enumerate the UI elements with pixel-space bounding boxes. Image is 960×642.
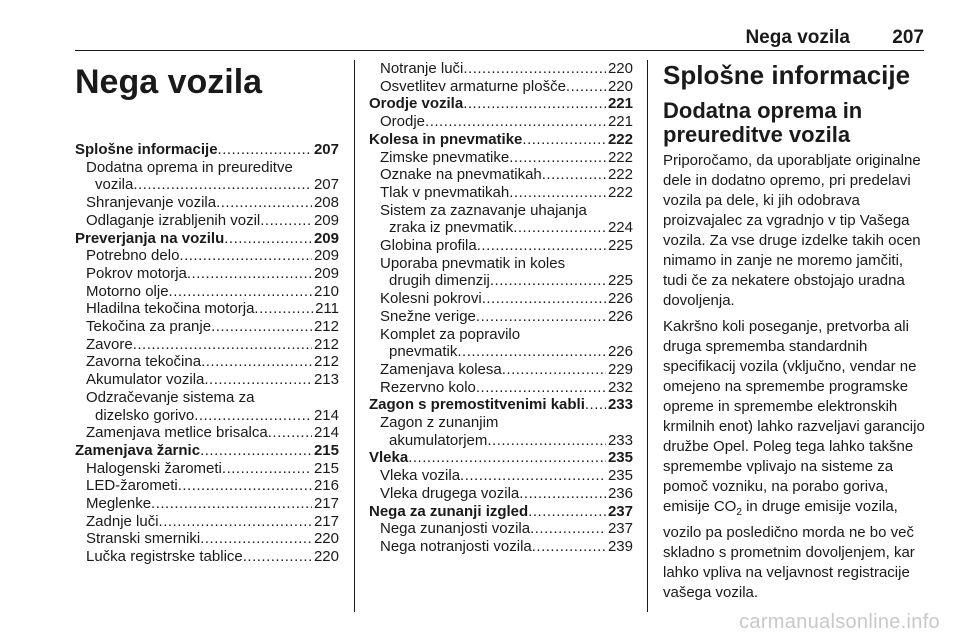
toc-page-number: 215 [313,459,339,477]
toc-entry-link[interactable] [369,219,633,237]
toc-entry-line[interactable]: Uporaba pnevmatik in koles [380,254,566,272]
toc-entry-text: Globina profila [380,237,477,255]
toc-entry-link[interactable] [75,318,339,336]
toc-entry-text: Vleka drugega vozila [380,484,520,502]
toc-entry-text: Orodje [380,113,426,131]
toc-entry-text: Tlak v pnevmatikah [380,183,510,201]
page-number: 207 [892,27,924,48]
toc-entry-text: Lučka registrske tablice [86,548,243,566]
toc-page-number: 208 [313,194,339,212]
toc-entry-text: Vleka vozila [380,467,461,485]
toc-page-number: 221 [607,113,633,131]
toc-entry-link[interactable] [369,60,633,78]
toc-leader-dots [243,548,312,566]
toc-entry-text: Nega zunanjosti vozila [380,520,531,538]
toc-leader-dots [218,141,312,159]
watermark: carmanualsonline.info [739,611,940,633]
toc-leader-dots [254,300,313,318]
toc-entry-text: Snežne verige [380,307,476,325]
toc-page-number: 232 [607,378,633,396]
toc-entry-link[interactable] [75,194,339,212]
toc-page-number: 212 [313,318,339,336]
toc-leader-dots [200,530,312,548]
toc-page-number: 225 [607,272,633,290]
toc-leader-dots [476,379,606,397]
toc-entry-text: Zamenjava metlice brisalca [86,424,268,442]
toc-chapter-link[interactable] [75,230,339,248]
toc-page-number: 225 [607,237,633,255]
running-title: Nega vozila [745,27,850,48]
toc-page-number: 213 [313,371,339,389]
toc-entry-link[interactable] [369,467,633,485]
toc-entry-link[interactable] [75,212,339,230]
column-divider [647,60,648,612]
toc-leader-dots [566,78,606,96]
content-column [663,60,925,609]
toc-entry-text: Nega notranjosti vozila [380,537,532,555]
toc-leader-dots [201,353,312,371]
toc-entry-text: Hladilna tekočina motorja [86,300,255,318]
toc-page-number: 212 [313,353,339,371]
toc-page-number: 220 [607,60,633,77]
toc-entry-line[interactable]: Odzračevanje sistema za [86,388,255,406]
toc-leader-dots [200,442,312,460]
toc-leader-dots [585,396,606,414]
toc-list-1 [75,141,339,566]
toc-entry-text: Shranjevanje vozila [86,194,217,212]
toc-leader-dots [528,503,606,521]
toc-leader-dots [463,60,606,78]
toc-entry-link[interactable] [369,379,633,397]
toc-entry-text: Oznake na pnevmatikah [380,166,542,184]
subsection-title: Dodatna oprema in preureditve vozila [663,98,863,147]
toc-page-number: 207 [313,141,339,158]
toc-leader-dots [542,166,606,184]
toc-page-number: 239 [607,537,633,555]
toc-entry-text: Zamenjava kolesa [380,360,502,378]
toc-entry-link[interactable] [369,485,633,503]
toc-entry-link[interactable] [369,432,633,450]
toc-page-number: 220 [313,548,339,566]
toc-leader-dots [133,176,312,194]
toc-leader-dots [502,361,606,379]
toc-page-number: 229 [607,360,633,378]
toc-page-number: 215 [313,441,339,459]
toc-page-number: 209 [313,247,339,265]
toc-leader-dots [169,283,312,301]
toc-entry-text: Notranje luči [380,60,464,77]
toc-leader-dots [179,247,312,265]
toc-entry-link[interactable] [369,290,633,308]
toc-page-number: 233 [607,396,633,414]
toc-entry-text: Motorno olje [86,282,169,300]
toc-entry-text: drugih dimenzij [389,272,490,290]
toc-page-number: 209 [313,211,339,229]
chapter-title: Nega vozila [75,63,263,101]
column-divider [354,60,355,612]
toc-page-number: 226 [607,307,633,325]
toc-entry-text: pnevmatik [389,343,458,361]
toc-page-number: 210 [313,282,339,300]
toc-entry-link[interactable] [75,477,339,495]
toc-leader-dots [477,237,606,255]
toc-leader-dots [425,113,606,131]
toc-leader-dots [224,230,312,248]
toc-entry-text: Preverjanja na vozilu [75,229,225,247]
toc-entry-link[interactable] [75,336,339,354]
toc-page-number: 226 [607,290,633,308]
toc-page-number: 237 [607,520,633,538]
toc-entry-text: Odlaganje izrabljenih vozil [86,211,261,229]
toc-entry-text: Zavorna tekočina [86,353,202,371]
toc-leader-dots [530,520,606,538]
toc-entry-link[interactable] [369,149,633,167]
toc-page-number: 222 [607,183,633,201]
toc-entry-link[interactable] [75,495,339,513]
toc-leader-dots [222,460,312,478]
toc-entry-text: Zavore [86,335,133,353]
toc-entry-link[interactable] [75,513,339,531]
toc-chapter-link[interactable] [369,449,633,467]
toc-entry-text: Rezervno kolo [380,378,476,396]
toc-leader-dots [460,467,606,485]
toc-entry-link[interactable] [75,460,339,478]
toc-leader-dots [133,336,312,354]
toc-entry-link[interactable] [369,184,633,202]
toc-entry-link[interactable] [369,166,633,184]
toc-page-number: 217 [313,495,339,513]
toc-entry-link[interactable] [369,538,633,556]
paragraph-2 [663,317,925,603]
co2-subscript: 2 [736,507,742,518]
toc-page-number: 214 [313,406,339,424]
toc-leader-dots [194,407,312,425]
toc-entry-link[interactable] [369,237,633,255]
toc-leader-dots [476,308,606,326]
toc-column-1 [75,60,339,566]
toc-entry-text: Nega za zunanji izgled [369,502,529,520]
toc-page-number: 220 [607,77,633,95]
toc-entry-text: Zamenjava žarnic [75,441,201,459]
toc-leader-dots [463,95,606,113]
toc-leader-dots [509,184,606,202]
toc-entry-link[interactable] [75,300,339,318]
toc-entry-link[interactable] [75,424,339,442]
toc-entry-link[interactable] [75,548,339,566]
toc-page-number: 226 [607,343,633,361]
toc-entry-text: Meglenke [86,495,152,513]
toc-entry-link[interactable] [369,272,633,290]
toc-leader-dots [204,371,312,389]
toc-leader-dots [457,343,606,361]
toc-leader-dots [509,149,606,167]
toc-entry-text: Stranski smerniki [86,530,201,548]
toc-entry-text: Vleka [369,449,409,467]
toc-entry-link[interactable] [369,78,633,96]
toc-page-number: 224 [607,219,633,237]
toc-page-number: 220 [313,530,339,548]
toc-page-number: 235 [607,467,633,485]
toc-leader-dots [487,432,606,450]
toc-page-number: 211 [315,300,339,318]
toc-chapter-link[interactable] [369,396,633,414]
toc-chapter-link[interactable] [369,131,633,149]
toc-leader-dots [482,290,606,308]
toc-entry-link[interactable] [369,361,633,379]
section-title: Splošne informacije [663,60,911,90]
toc-entry-line[interactable]: Dodatna oprema in preureditve [86,158,293,176]
toc-page-number: 209 [313,264,339,282]
toc-entry-link[interactable] [75,176,339,194]
toc-entry-text: LED-žarometi [86,477,178,495]
toc-entry-link[interactable] [369,113,633,131]
toc-leader-dots [151,495,312,513]
toc-entry-text: Zadnje luči [86,512,159,530]
toc-page-number: 212 [313,335,339,353]
toc-entry-link[interactable] [75,265,339,283]
toc-entry-link[interactable] [75,530,339,548]
toc-leader-dots [490,272,606,290]
toc-entry-line[interactable]: Zagon z zunanjim [380,414,499,432]
toc-entry-text: vozila [95,176,134,194]
toc-entry-line[interactable]: Komplet za popravilo [380,325,521,343]
toc-page-number: 222 [607,166,633,184]
toc-entry-link[interactable] [369,308,633,326]
toc-leader-dots [522,131,606,149]
paragraph-2-text-cont: in druge emisije vozila, vozilo pa posledično morda ne bo več skladno s prometnim dovoljenjem, kar lahko vpliva na veljavnost registracije vašega vozila. [663,498,915,601]
toc-chapter-link[interactable] [75,442,339,460]
toc-chapter-link[interactable] [369,503,633,521]
toc-entry-text: akumulatorjem [389,431,488,449]
toc-entry-text: Orodje vozila [369,95,464,113]
toc-leader-dots [519,485,606,503]
toc-page-number: 217 [313,512,339,530]
toc-entry-link[interactable] [75,283,339,301]
toc-leader-dots [178,477,312,495]
toc-entry-text: Potrebno delo [86,247,180,265]
toc-leader-dots [513,219,606,237]
toc-page-number: 236 [607,484,633,502]
toc-chapter-link[interactable] [369,95,633,113]
toc-chapter-link[interactable] [75,141,339,159]
toc-leader-dots [268,424,312,442]
toc-entry-text: Zagon s premostitvenimi kabli [369,396,585,414]
toc-entry-link[interactable] [369,343,633,361]
toc-entry-text: Splošne informacije [75,141,218,158]
toc-list-2 [369,60,633,556]
toc-page-number: 216 [313,477,339,495]
toc-entry-line[interactable]: Sistem za zaznavanje uhajanja [380,201,587,219]
toc-entry-link[interactable] [369,520,633,538]
toc-page-number: 209 [313,229,339,247]
toc-entry-text: Halogenski žarometi [86,459,222,477]
toc-entry-link[interactable] [75,247,339,265]
toc-entry-text: Akumulator vozila [86,371,205,389]
toc-page-number: 235 [607,449,633,467]
toc-page-number: 237 [607,502,633,520]
toc-entry-text: Tekočina za pranje [86,318,212,336]
toc-leader-dots [532,538,606,556]
header-rule [75,50,924,51]
toc-entry-link[interactable] [75,371,339,389]
toc-entry-text: Kolesni pokrovi [380,290,482,308]
toc-leader-dots [408,449,606,467]
toc-page-number: 222 [607,130,633,148]
paragraph-2-text: Kakršno koli poseganje, pretvorba ali druga sprememba standardnih specifikacij vozila (vključno, vendar ne omejeno na spremembe programske opreme in spremembe elektronskih krmilnih enot) lahko razveljavi garancijo družbe Opel. Poleg tega lahko takšne spremembe vplivajo na sisteme za pomoč vozniku, na porabo goriva, emisije CO [663,318,925,515]
toc-leader-dots [260,212,312,230]
toc-column-2 [369,60,633,556]
toc-page-number: 233 [607,431,633,449]
toc-page-number: 221 [607,95,633,113]
toc-leader-dots [211,318,312,336]
toc-entry-text: Zimske pnevmatike [380,148,510,166]
toc-leader-dots [159,513,312,531]
paragraph-1: Priporočamo, da uporabljate originalne dele in dodatno opremo, pri predelavi vozila pa dele, ki jih odobrava proizvajalec za vgradnjo v tip Vašega vozila. Za vse druge izdelke takih ocen nimamo in zanje ne moremo jamčiti, tudi če za nekatere obstojajo uradna dovoljenja. [663,152,921,309]
toc-page-number: 222 [607,148,633,166]
toc-entry-link[interactable] [75,407,339,425]
toc-entry-text: zraka iz pnevmatik [389,219,514,237]
toc-entry-text: Kolesa in pnevmatike [369,130,523,148]
toc-page-number: 207 [313,176,339,194]
toc-entry-link[interactable] [75,353,339,371]
toc-page-number: 214 [313,424,339,442]
toc-leader-dots [187,265,312,283]
toc-entry-text: Pokrov motorja [86,264,187,282]
toc-entry-text: dizelsko gorivo [95,406,195,424]
toc-entry-text: Osvetlitev armaturne plošče [380,77,566,95]
toc-leader-dots [216,194,312,212]
